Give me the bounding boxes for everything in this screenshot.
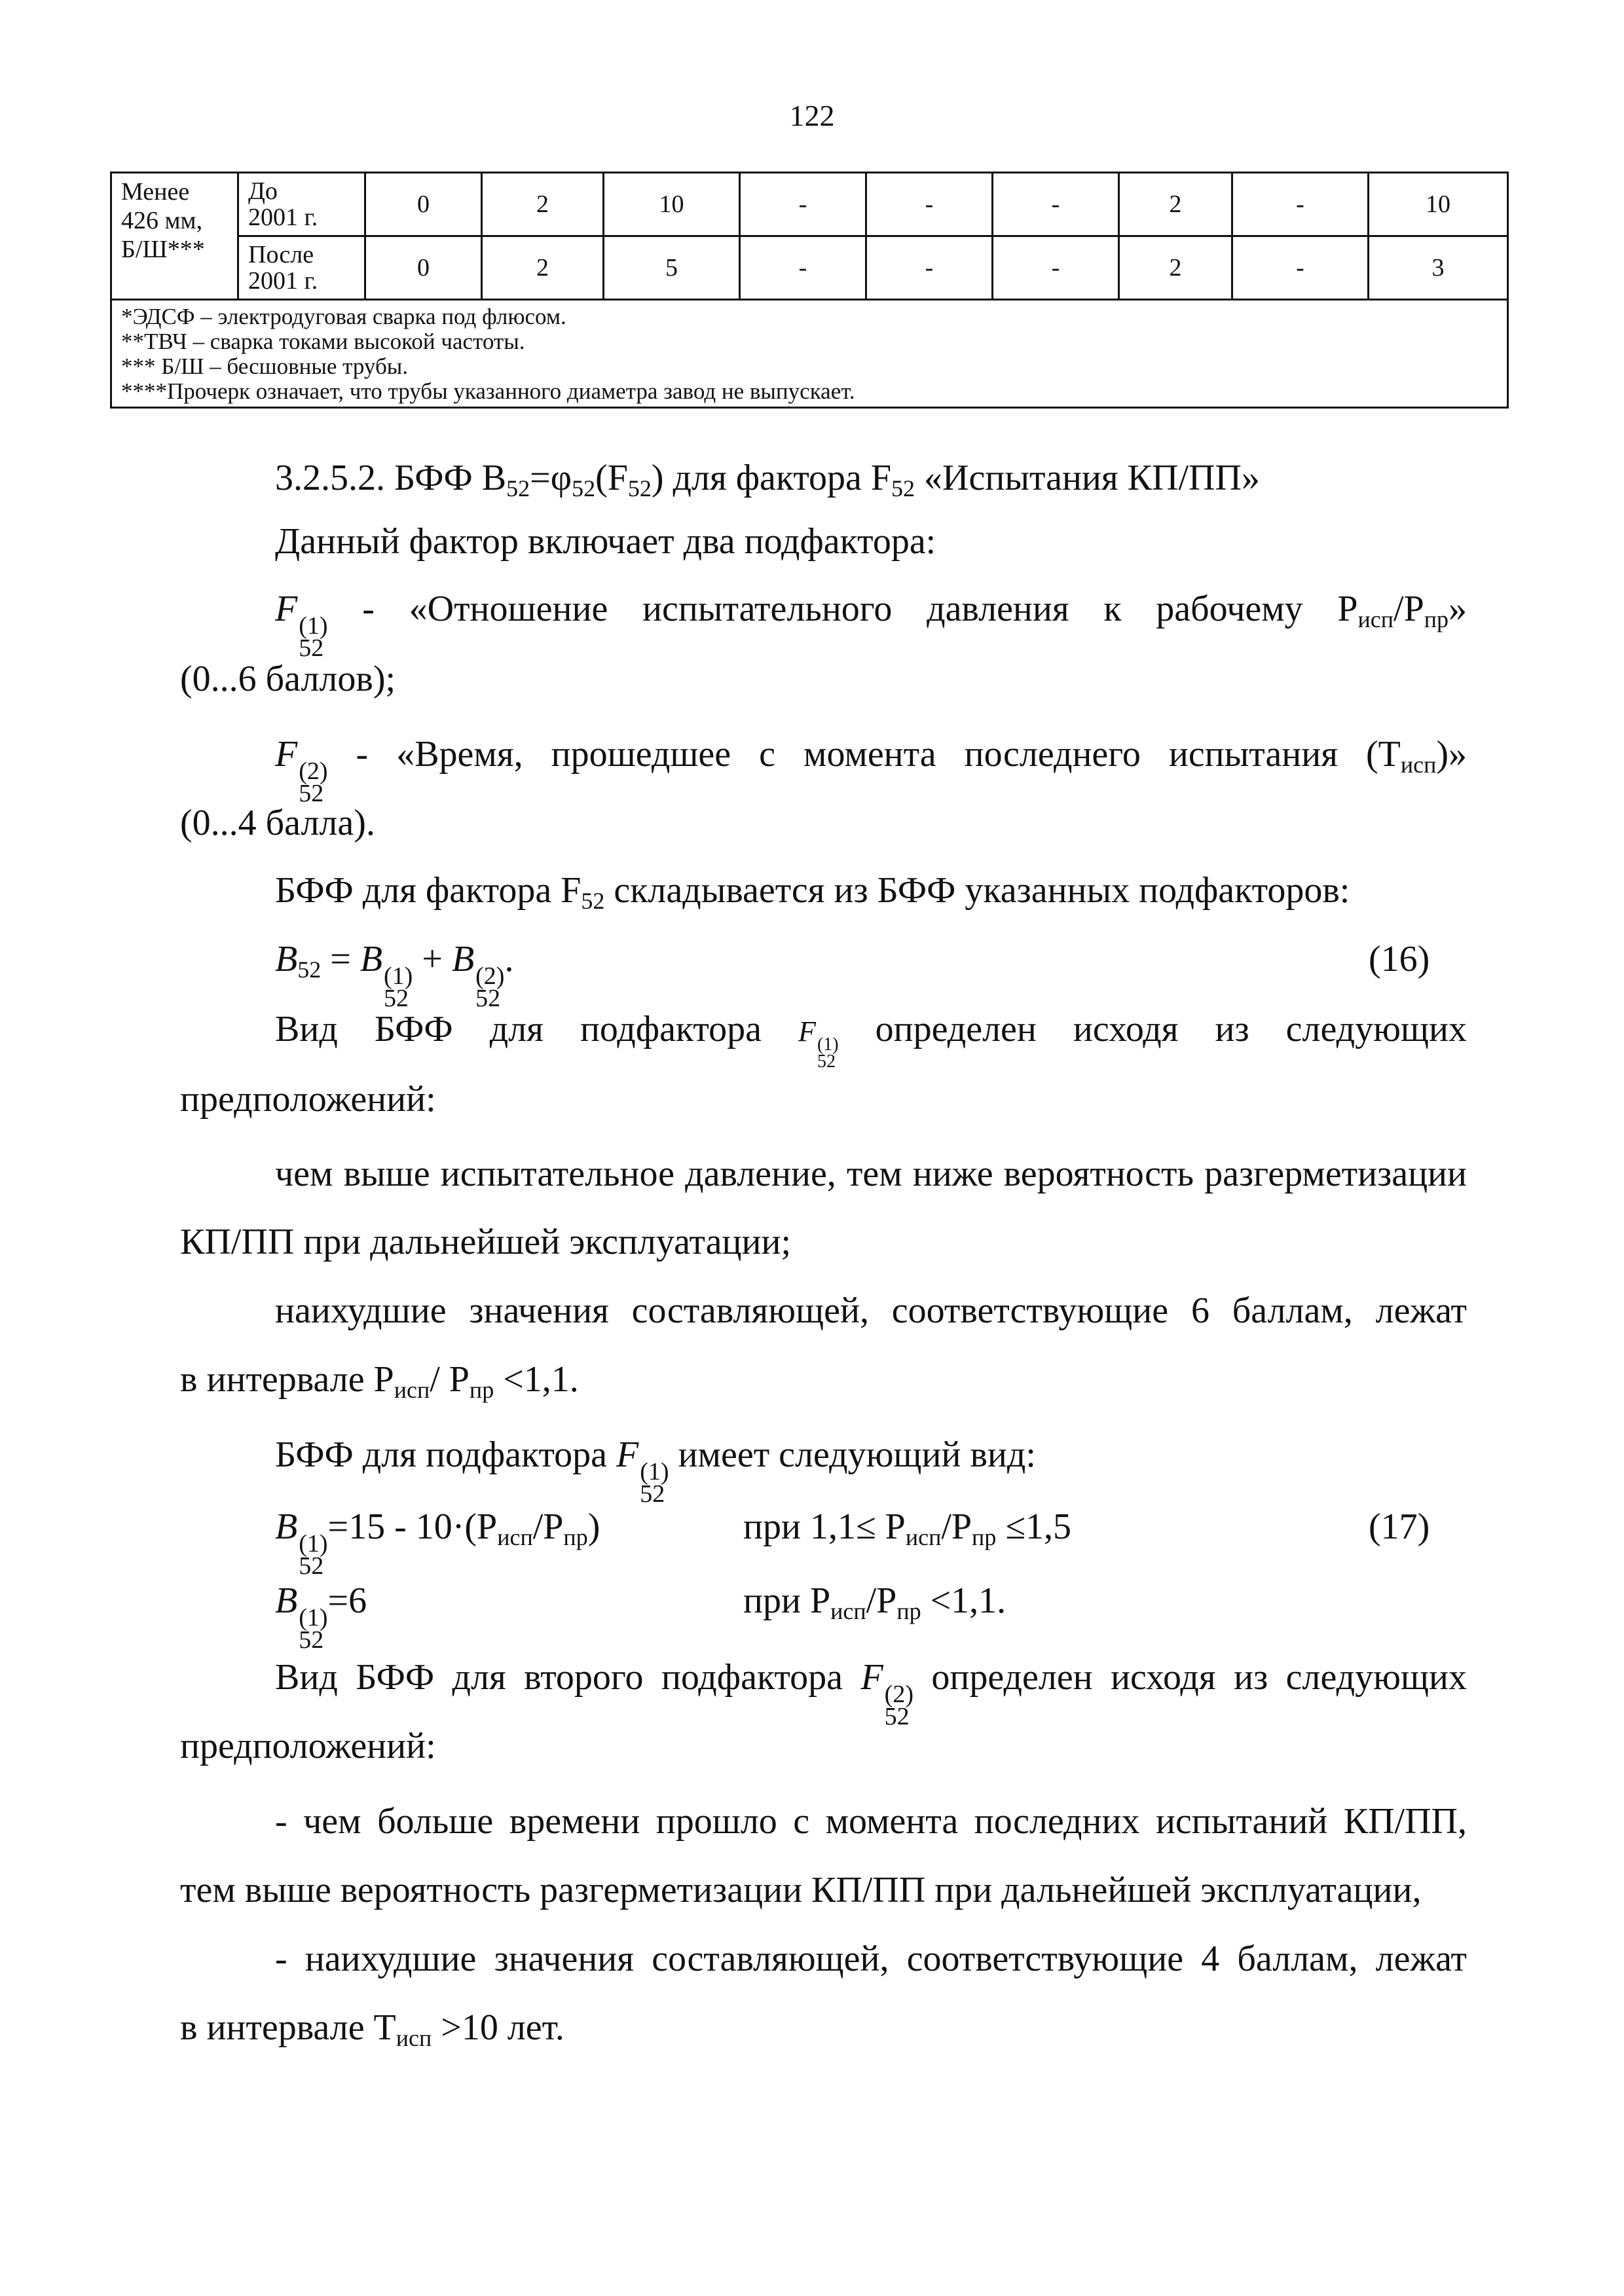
text-fragment: БФФ для подфактора xyxy=(275,1434,617,1475)
heading-text: 3.2.5.2. БФФ B xyxy=(275,458,507,498)
sup-sub xyxy=(299,757,328,807)
text-fragment: определен исходя из следующих xyxy=(875,1009,1467,1049)
text-fragment: /P xyxy=(1393,589,1424,629)
q1-line-a: - чем больше времени прошло с момента последних испытаний КП/ПП, xyxy=(275,1801,1467,1842)
table-cell: 5 xyxy=(604,236,740,300)
subfactor-2-range: (0...4 балла). xyxy=(180,803,375,843)
text-fragment: БФФ для фактора F xyxy=(275,870,581,911)
equation-17-condition xyxy=(743,1504,1071,1550)
equation-16 xyxy=(275,936,513,1010)
text-fragment: =15 - 10·(P xyxy=(327,1506,498,1547)
math-operator: = xyxy=(321,939,360,979)
heading-text: =φ xyxy=(530,458,572,498)
text-fragment: /P xyxy=(532,1506,564,1547)
subfactor-2-line xyxy=(275,731,1467,805)
subscript: пр xyxy=(972,1524,997,1550)
text-fragment: в интервале T xyxy=(180,2007,396,2048)
subscript: 52 xyxy=(299,634,324,662)
row-header-line: 426 мм, xyxy=(121,207,203,234)
math-symbol: B xyxy=(360,939,383,979)
subscript: 52 xyxy=(384,985,409,1012)
text-fragment: при 1,1≤ P xyxy=(743,1506,906,1547)
period-cell xyxy=(238,173,365,236)
subscript: 52 xyxy=(884,1703,910,1730)
text-fragment: » xyxy=(1449,589,1467,629)
subfactor-1-range: (0...6 баллов); xyxy=(180,659,396,699)
text-fragment: при P xyxy=(743,1580,831,1621)
period-line: До xyxy=(248,177,278,205)
q2-line-a: - наихудшие значения составляющей, соответствующие 4 баллам, лежат xyxy=(275,1939,1467,1979)
row-header-line: Б/Ш*** xyxy=(121,236,205,263)
subscript: пр xyxy=(563,1524,588,1550)
text-fragment: определен исходя из следующих xyxy=(913,1657,1467,1698)
superscript: (1) xyxy=(299,1530,328,1558)
assumption-2-line-a: наихудшие значения составляющей, соответствующие 6 баллам, лежат xyxy=(275,1290,1467,1331)
table-note: **ТВЧ – сварка токами высокой частоты. xyxy=(121,329,525,354)
table-cell: 0 xyxy=(365,173,482,236)
table-cell: 2 xyxy=(482,173,604,236)
subscript: 52 xyxy=(506,475,530,501)
assumption-2-line-b xyxy=(180,1357,579,1402)
sup-sub xyxy=(817,1036,839,1070)
view-1-line xyxy=(275,1006,1467,1070)
text-fragment: )» xyxy=(1436,734,1467,774)
text-fragment: <1,1. xyxy=(494,1359,579,1400)
table-cell: - xyxy=(1232,173,1369,236)
table-cell: 10 xyxy=(604,173,740,236)
page-number: 122 xyxy=(789,99,835,132)
superscript: (1) xyxy=(384,962,413,990)
period-line: 2001 г. xyxy=(248,204,318,231)
table-cell: 3 xyxy=(1369,236,1508,300)
subscript: исп xyxy=(830,1598,866,1624)
subscript: 52 xyxy=(581,888,605,914)
period-line: 2001 г. xyxy=(248,267,318,295)
sup-sub xyxy=(299,612,328,662)
table-cell: - xyxy=(866,173,993,236)
subscript: пр xyxy=(896,1598,921,1624)
subscript: исп xyxy=(1400,752,1437,778)
subscript: 52 xyxy=(299,780,324,807)
text-fragment: Вид БФФ для второго подфактора xyxy=(275,1657,861,1698)
subscript: исп xyxy=(905,1524,942,1550)
table-notes-row xyxy=(111,300,1508,408)
text-fragment: /P xyxy=(866,1580,897,1621)
text-fragment: . xyxy=(504,939,514,979)
sup-sub xyxy=(640,1458,669,1508)
superscript: (2) xyxy=(884,1681,913,1708)
equation-17-b xyxy=(275,1578,367,1654)
math-symbol: F xyxy=(616,1434,639,1475)
subscript: 52 xyxy=(299,1626,324,1654)
text-fragment: ) xyxy=(587,1506,600,1547)
text-fragment: имеет следующий вид: xyxy=(669,1434,1036,1475)
section-heading xyxy=(275,455,1260,501)
math-symbol: B xyxy=(275,1580,298,1621)
sup-sub xyxy=(885,1683,913,1728)
form-line xyxy=(275,1432,1036,1508)
table-cell: 0 xyxy=(365,236,482,300)
math-symbol: F xyxy=(798,1015,816,1048)
sup-sub xyxy=(475,962,505,1012)
table-row xyxy=(111,236,1508,300)
table-cell: 2 xyxy=(1119,173,1232,236)
period-cell xyxy=(238,236,365,300)
table-notes xyxy=(111,300,1508,408)
table-note: *** Б/Ш – бесшовные трубы. xyxy=(121,354,409,379)
sup-sub xyxy=(384,962,413,1012)
equation-17-b-condition xyxy=(743,1578,1006,1624)
sup-sub xyxy=(299,1530,328,1580)
assumptions-label-2: предположений: xyxy=(180,1726,436,1766)
math-symbol: F xyxy=(275,734,298,774)
equation-17-a xyxy=(275,1504,600,1580)
sum-paragraph xyxy=(275,867,1350,913)
q1-line-b: тем выше вероятность разгерметизации КП/ПП при дальнейшей эксплуатации, xyxy=(180,1870,1422,1910)
subscript: исп xyxy=(497,1524,533,1550)
assumption-1-line-b: КП/ПП при дальнейшей эксплуатации; xyxy=(180,1222,791,1262)
text-fragment: в интервале P xyxy=(180,1359,394,1400)
subscript: пр xyxy=(1424,606,1449,632)
table-cell: 10 xyxy=(1369,173,1508,236)
table-row xyxy=(111,173,1508,236)
row-header-cell xyxy=(111,173,238,300)
equation-number: (16) xyxy=(1369,939,1430,979)
table-cell: - xyxy=(866,236,993,300)
subscript: 52 xyxy=(891,475,915,501)
equation-number: (17) xyxy=(1369,1506,1430,1547)
heading-text: ) для фактора F xyxy=(651,458,892,498)
table-fragment xyxy=(110,172,1509,409)
subscript: 52 xyxy=(640,1480,665,1508)
table-cell: - xyxy=(1232,236,1369,300)
text-fragment: Вид БФФ для подфактора xyxy=(275,1009,762,1049)
view-2-line xyxy=(275,1654,1467,1728)
row-header-line: Менее xyxy=(121,178,190,206)
math-symbol: B xyxy=(275,939,298,979)
assumption-1-line-a: чем выше испытательное давление, тем ниже вероятность разгерметизации xyxy=(275,1154,1467,1194)
math-symbol: F xyxy=(860,1657,883,1698)
superscript: (1) xyxy=(299,1604,328,1631)
period-line: После xyxy=(248,241,314,268)
table-cell: - xyxy=(993,173,1119,236)
table-cell: 2 xyxy=(1119,236,1232,300)
superscript: (1) xyxy=(640,1458,669,1485)
subscript: 52 xyxy=(572,475,596,501)
text-fragment: складывается из БФФ указанных подфакторов: xyxy=(604,870,1350,911)
subscript: исп xyxy=(396,2025,432,2051)
subscript: 52 xyxy=(817,1051,836,1072)
text-fragment: /P xyxy=(941,1506,972,1547)
heading-text: (F xyxy=(595,458,628,498)
table-note: *ЭДСФ – электродуговая сварка под флюсом. xyxy=(121,304,566,329)
intro-paragraph: Данный фактор включает два подфактора: xyxy=(275,521,936,562)
subfactor-2-text: - «Время, прошедшее с момента последнего испытания (T xyxy=(356,734,1401,774)
subfactor-1-line xyxy=(275,586,1467,662)
text-fragment: / P xyxy=(430,1359,470,1400)
text-fragment: =6 xyxy=(327,1580,367,1621)
table-cell: - xyxy=(740,173,866,236)
table-note: ****Прочерк означает, что трубы указанного диаметра завод не выпускает. xyxy=(121,378,855,404)
math-operator: + xyxy=(413,939,452,979)
math-symbol: B xyxy=(275,1506,298,1547)
subscript: 52 xyxy=(627,475,652,501)
subscript: 52 xyxy=(475,985,501,1012)
math-symbol: B xyxy=(451,939,475,979)
sup-sub xyxy=(299,1604,328,1654)
text-fragment: <1,1. xyxy=(921,1580,1006,1621)
table-cell: - xyxy=(993,236,1119,300)
table-cell: 2 xyxy=(482,236,604,300)
superscript: (2) xyxy=(299,757,328,785)
math-symbol: F xyxy=(275,589,298,629)
text-fragment: ≤1,5 xyxy=(996,1506,1072,1547)
subscript: 52 xyxy=(299,1552,324,1580)
heading-text: «Испытания КП/ПП» xyxy=(915,458,1260,498)
subscript: исп xyxy=(1357,606,1394,632)
assumptions-label: предположений: xyxy=(180,1079,436,1120)
table-cell: - xyxy=(740,236,866,300)
superscript: (2) xyxy=(475,962,505,990)
q2-line-b xyxy=(180,2005,564,2050)
text-fragment: >10 лет. xyxy=(432,2007,564,2048)
subscript: исп xyxy=(394,1377,430,1403)
subscript: 52 xyxy=(297,957,322,983)
superscript: (1) xyxy=(817,1034,839,1055)
subfactor-1-text: - «Отношение испытательного давления к рабочему P xyxy=(362,589,1358,629)
superscript: (1) xyxy=(299,612,328,640)
subscript: пр xyxy=(469,1377,494,1403)
